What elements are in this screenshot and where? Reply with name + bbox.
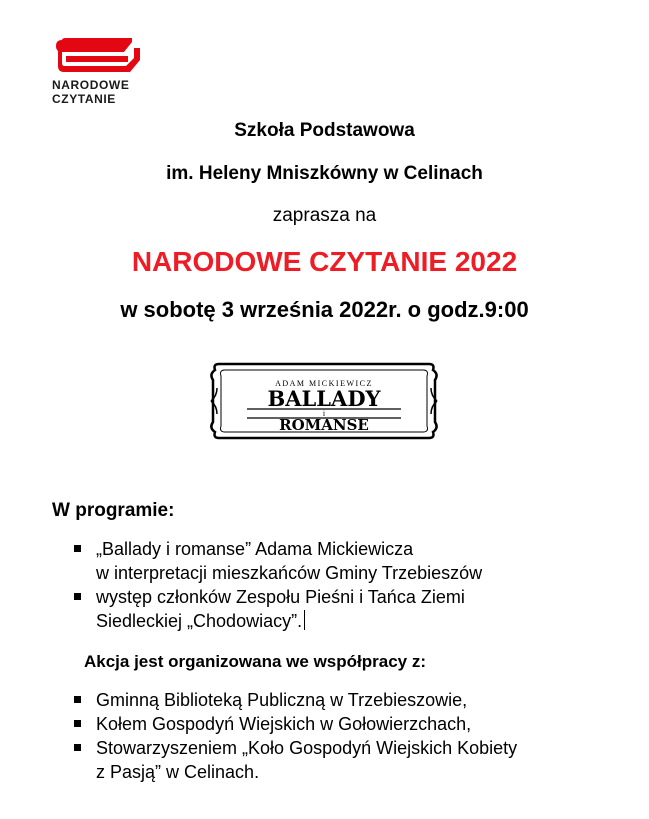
list-item: Stowarzyszeniem „Koło Gospodyń Wiejskich Kobiety z Pasją” w Celinach. — [74, 736, 614, 784]
program-list — [74, 537, 594, 633]
ballady-romanse-cover — [207, 358, 441, 444]
book-title-conj: i — [322, 409, 326, 418]
book-title-bottom: ROMANSE — [279, 416, 369, 434]
text-cursor — [304, 610, 305, 630]
narodowe-czytanie-logo — [52, 36, 152, 111]
partners-list — [74, 688, 614, 784]
invite-text: zaprasza na — [272, 205, 377, 226]
list-item: Gminną Biblioteką Publiczną w Trzebieszowie, — [74, 688, 614, 712]
list-item: występ członków Zespołu Pieśni i Tańca Ziemi Siedleckiej „Chodowiacy”. — [74, 585, 594, 633]
program-title: W programie: — [52, 500, 175, 521]
book-title-top: BALLADY — [267, 386, 381, 411]
school-patron: im. Heleny Mniszkówny w Celinach — [166, 163, 483, 184]
book-author: ADAM MICKIEWICZ — [275, 379, 373, 388]
school-name: Szkoła Podstawowa — [234, 120, 415, 141]
event-title: NARODOWE CZYTANIE 2022 — [131, 246, 518, 277]
event-date: w sobotę 3 września 2022r. o godz.9:00 — [120, 297, 529, 322]
book-logo-icon — [52, 36, 144, 76]
list-item: Kołem Gospodyń Wiejskich w Gołowierzchach, — [74, 712, 614, 736]
partners-title: Akcja jest organizowana we współpracy z: — [84, 652, 426, 671]
logo-wordmark: NARODOWE CZYTANIE — [52, 78, 130, 106]
list-item: „Ballady i romanse” Adama Mickiewicza w interpretacji mieszkańców Gminy Trzebieszów — [74, 537, 594, 585]
